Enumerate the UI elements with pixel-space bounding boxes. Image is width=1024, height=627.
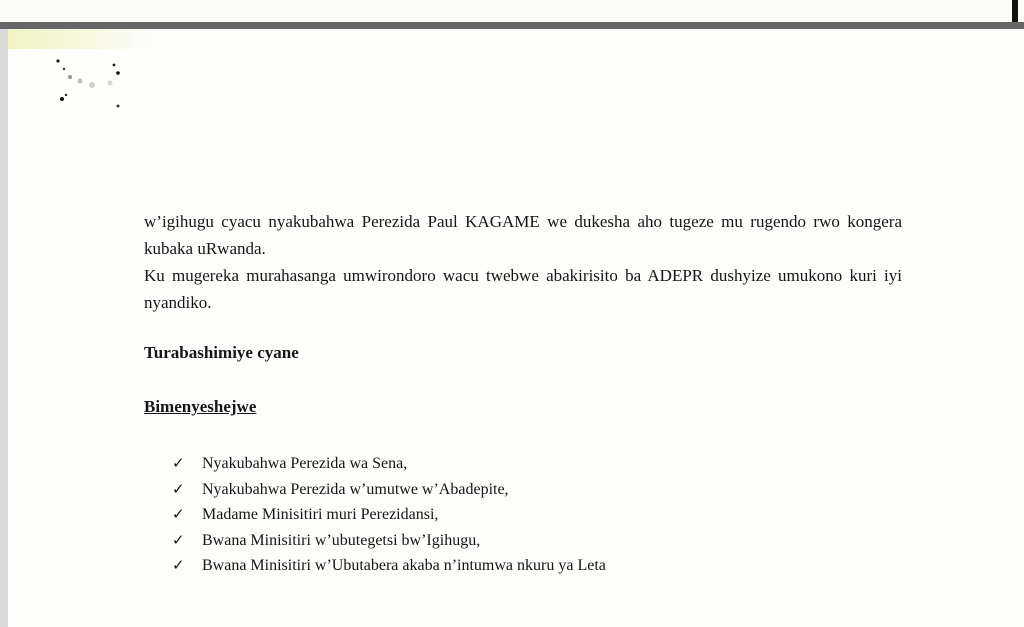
checkmark-icon: ✓: [172, 505, 185, 523]
previous-page-strip: [0, 0, 1024, 22]
checkmark-icon: ✓: [172, 479, 185, 498]
body-paragraph: Ku mugereka murahasanga umwirondoro wacu twebwe abakirisito ba ADEPR dushyize umukono kuri iyi nyandiko.: [144, 266, 902, 312]
cc-list: [172, 451, 606, 579]
page-top-edge: [0, 22, 1024, 29]
cc-recipient: Bwana Minisitiri w’ubutegetsi bw’Igihugu,: [202, 531, 481, 549]
cc-recipient: Bwana Minisitiri w’Ubutabera akaba n’intumwa nkuru ya Leta: [202, 557, 606, 574]
cc-list-item: [172, 477, 606, 503]
letter-body: [144, 208, 902, 316]
body-paragraph: w’igihugu cyacu nyakubahwa Perezida Paul KAGAME we dukesha aho tugeze mu rugendo rwo kongera kubaka uRwanda.: [144, 212, 902, 258]
checkmark-icon: ✓: [172, 556, 185, 574]
cc-heading: Bimenyeshejwe: [144, 397, 257, 416]
cc-recipient: Madame Minisitiri muri Perezidansi,: [202, 506, 439, 523]
page-left-edge: [0, 29, 8, 627]
cc-recipient: Nyakubahwa Perezida wa Sena,: [202, 455, 408, 472]
cc-list-item: [172, 502, 606, 528]
checkmark-icon: ✓: [172, 454, 185, 472]
ink-smudge-icon: [52, 55, 132, 115]
cc-recipient: Nyakubahwa Perezida w’umutwe w’Abadepite,: [202, 480, 509, 498]
cc-list-item: [172, 553, 606, 579]
edge-marker: [1012, 0, 1018, 22]
paper-tint: [8, 29, 158, 49]
checkmark-icon: ✓: [172, 530, 185, 549]
closing-line: Turabashimiye cyane: [144, 343, 299, 362]
cc-list-item: [172, 451, 606, 477]
cc-list-item: [172, 528, 606, 554]
